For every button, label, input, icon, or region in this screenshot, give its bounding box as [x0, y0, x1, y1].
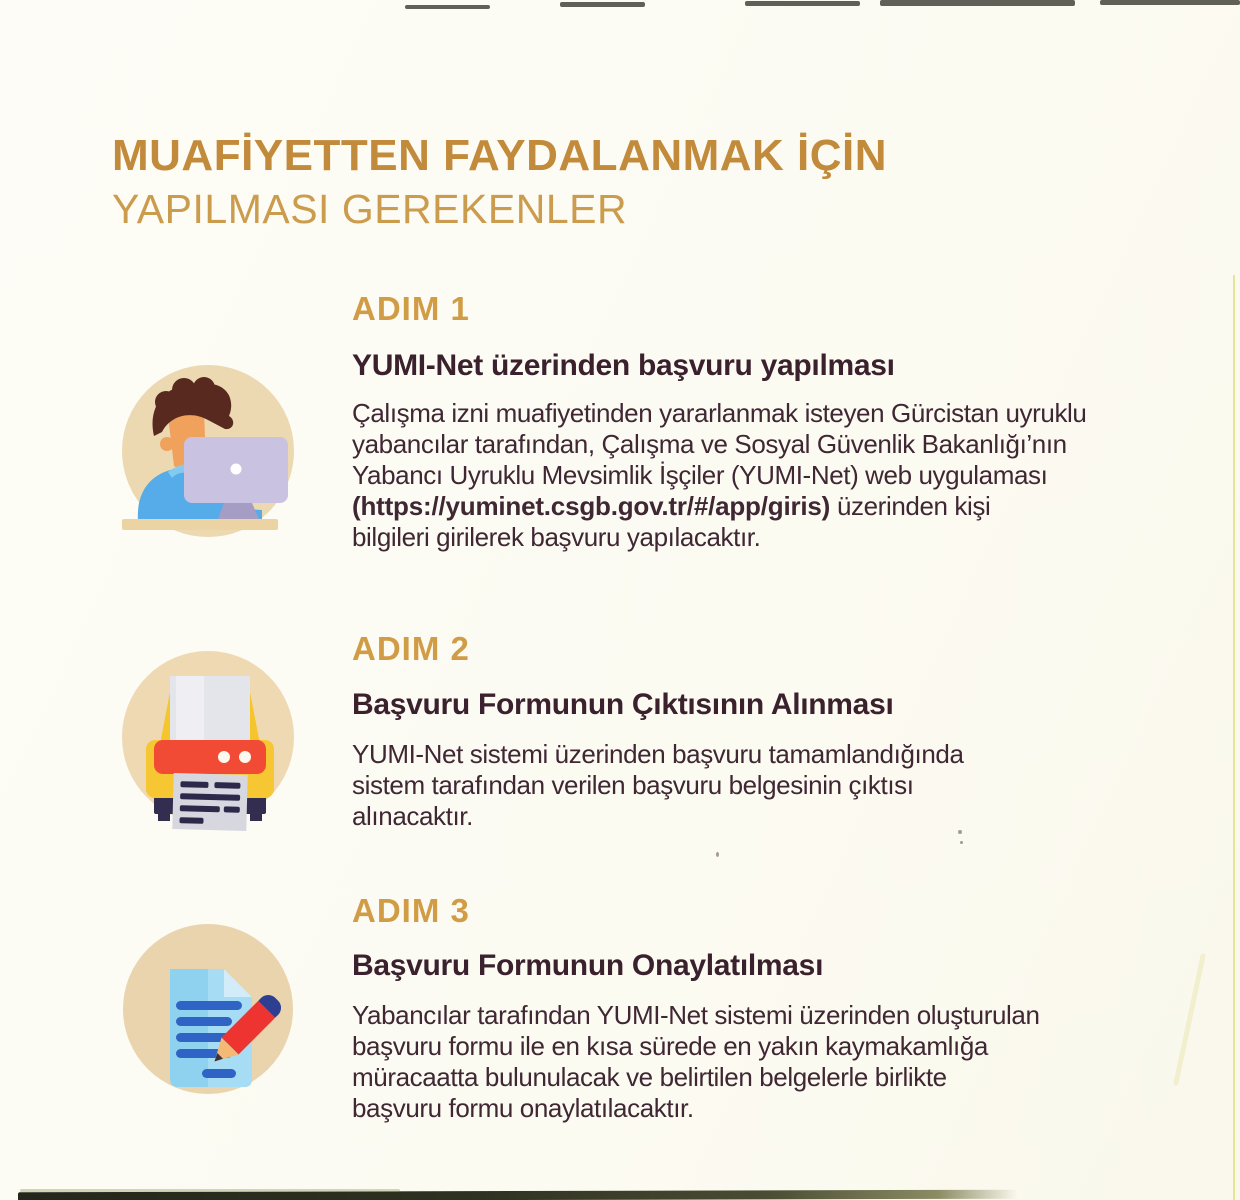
scan-artifact-bottom-band	[18, 1190, 1018, 1200]
step1-body-line4-rest: üzerinden kişi	[830, 491, 991, 521]
step3-label: ADIM 3	[352, 892, 470, 929]
person-at-computer-icon	[110, 358, 306, 554]
scan-artifact-bottom-glow	[20, 1189, 400, 1192]
step1-body-line2: yabancılar tarafından, Çalışma ve Sosyal Güvenlik Bakanlığı’nın	[352, 429, 1067, 459]
step1-body-line3: Yabancı Uyruklu Mevsimlik İşçiler (YUMI-Net) web uygulaması	[352, 460, 1048, 490]
step3-body-line3: müracaatta bulunulacak ve belirtilen belgelerle birlikte	[352, 1062, 947, 1092]
step1-body-line4	[352, 491, 1087, 522]
page-title-line1: MUAFİYETTEN FAYDALANMAK İÇİN	[112, 131, 888, 180]
step1-heading: YUMI-Net üzerinden başvuru yapılması	[352, 349, 895, 382]
step1-body-line1: Çalışma izni muafiyetinden yararlanmak isteyen Gürcistan uyruklu	[352, 398, 1087, 428]
step2-body-line3: alınacaktır.	[352, 801, 473, 831]
step3-heading: Başvuru Formunun Onaylatılması	[352, 949, 824, 982]
scan-artifact-speck	[716, 852, 719, 857]
step1-label: ADIM 1	[352, 290, 470, 327]
step3-body-line1: Yabancılar tarafından YUMI-Net sistemi üzerinden oluşturulan	[352, 1000, 1040, 1030]
printer-icon	[110, 642, 306, 838]
step3-body-line2: başvuru formu ile en kısa sürede en yakın kaymakamlığa	[352, 1031, 988, 1061]
scan-artifact-top-dash	[560, 2, 645, 7]
step1-body	[352, 398, 1087, 553]
scan-artifact-speck	[960, 841, 963, 844]
scan-artifact-right-streak	[1173, 953, 1206, 1086]
scan-artifact-top-dash	[880, 0, 1075, 6]
step2-heading: Başvuru Formunun Çıktısının Alınması	[352, 688, 894, 721]
scan-artifact-top-dash	[1100, 0, 1240, 5]
step2-body	[352, 739, 964, 832]
step2-body-line2: sistem tarafından verilen başvuru belgesinin çıktısı	[352, 770, 914, 800]
scan-artifact-top-dash	[745, 1, 860, 6]
step1-url-text: (https://yuminet.csgb.gov.tr/#/app/giris)	[352, 491, 831, 521]
step2-label: ADIM 2	[352, 630, 470, 667]
scan-artifact-right-edge-line	[1233, 275, 1235, 1200]
page-title-line2: YAPILMASI GEREKENLER	[112, 186, 628, 232]
scan-artifact-top-dash	[405, 5, 490, 9]
step2-body-line1: YUMI-Net sistemi üzerinden başvuru tamamlandığında	[352, 739, 964, 769]
document-pencil-icon	[110, 917, 306, 1113]
step3-body-line4: başvuru formu onaylatılacaktır.	[352, 1093, 694, 1123]
step1-body-line5: bilgileri girilerek başvuru yapılacaktır.	[352, 522, 761, 552]
step3-body	[352, 1000, 1040, 1124]
